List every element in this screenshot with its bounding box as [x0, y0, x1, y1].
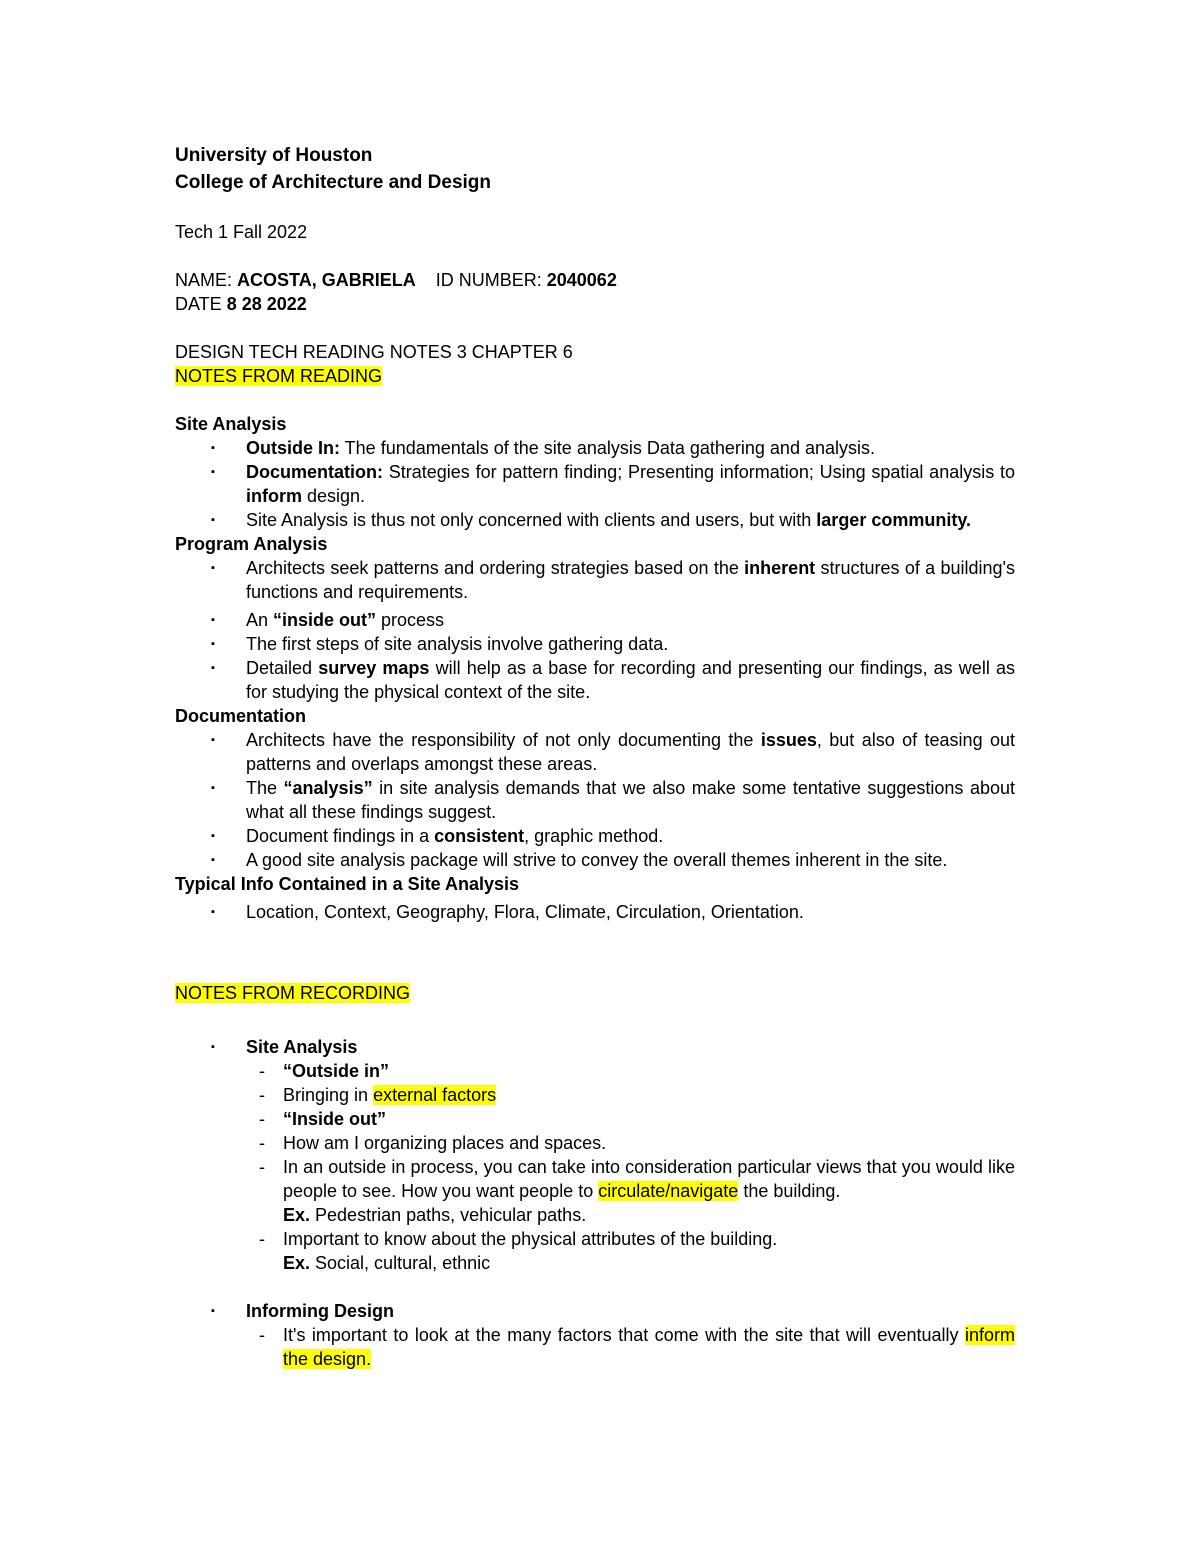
list-item: ▪ Architects seek patterns and ordering strategies based on the inherent structures of a building's functions and requirements. [211, 558, 1015, 602]
recording-notes-heading: NOTES FROM RECORDING [175, 983, 411, 1003]
square-bullet-icon: ▪ [211, 562, 215, 574]
id-value: 2040062 [546, 270, 617, 290]
recording-site-analysis-title: Site Analysis [246, 1037, 358, 1057]
list-item: - It's important to look at the many factors that come with the site that will eventually inform the design. [259, 1325, 1015, 1369]
dash-bullet-icon: - [259, 1325, 265, 1345]
recording-site-analysis-sublist [175, 1059, 1015, 1275]
section-site-analysis-title: Site Analysis [175, 414, 287, 434]
list-item: ▪ Outside In: The fundamentals of the site analysis Data gathering and analysis. [211, 438, 875, 458]
name-id-line [175, 268, 1015, 292]
list-item: ▪ The first steps of site analysis involve gathering data. [211, 634, 669, 654]
list-item [175, 1035, 1015, 1059]
recording-informing-design-title: Informing Design [246, 1301, 394, 1321]
dash-bullet-icon: - [259, 1109, 265, 1129]
list-item: - How am I organizing places and spaces. [259, 1133, 607, 1153]
list-item: ▪ Location, Context, Geography, Flora, Climate, Circulation, Orientation. [211, 902, 804, 922]
id-label: ID NUMBER: [435, 270, 542, 290]
date-line [175, 292, 1015, 316]
square-bullet-icon: ▪ [211, 854, 215, 866]
section-typical-info-title: Typical Info Contained in a Site Analysis [175, 874, 520, 894]
dash-bullet-icon: - [259, 1157, 265, 1177]
recording-informing-design-list [175, 1299, 1015, 1323]
list-item: ▪ Document findings in a consistent, graphic method. [211, 826, 664, 846]
list-item: ▪ Detailed survey maps will help as a base for recording and presenting our findings, as well as for studying the physical context of the site. [211, 658, 1015, 702]
list-item [175, 1299, 1015, 1323]
assignment-title: DESIGN TECH READING NOTES 3 CHAPTER 6 [175, 342, 573, 362]
list-item: - “Inside out” [259, 1109, 386, 1129]
list-item: - Bringing in external factors [259, 1085, 497, 1105]
section-program-analysis-title: Program Analysis [175, 534, 328, 554]
square-bullet-icon: ▪ [211, 662, 215, 674]
square-bullet-icon: ▪ [211, 906, 215, 918]
list-item: ▪ The “analysis” in site analysis demands that we also make some tentative suggestions about what all these findings suggest. [211, 778, 1015, 822]
name-label: NAME: [175, 270, 233, 290]
course-line: Tech 1 Fall 2022 [175, 222, 308, 242]
reading-notes-heading: NOTES FROM READING [175, 366, 383, 386]
list-item: ▪ An “inside out” process [211, 610, 445, 630]
college-name: College of Architecture and Design [175, 172, 492, 193]
dash-bullet-icon: - [259, 1085, 265, 1105]
list-item: - “Outside in” [259, 1061, 390, 1081]
square-bullet-icon: ▪ [211, 1305, 215, 1317]
square-bullet-icon: ▪ [211, 614, 215, 626]
square-bullet-icon: ▪ [211, 782, 215, 794]
date-value: 8 28 2022 [226, 294, 307, 314]
list-item: - Important to know about the physical attributes of the building. Ex. Social, cultural, ethnic [259, 1229, 778, 1273]
dash-bullet-icon: - [259, 1133, 265, 1153]
list-item: ▪ Documentation: Strategies for pattern finding; Presenting information; Using spatial analysis to inform design. [211, 462, 1015, 506]
recording-informing-design-sublist [175, 1323, 1015, 1371]
list-item: ▪ A good site analysis package will strive to convey the overall themes inherent in the site. [211, 850, 948, 870]
dash-bullet-icon: - [259, 1229, 265, 1249]
section-documentation-title: Documentation [175, 706, 307, 726]
square-bullet-icon: ▪ [211, 1041, 215, 1053]
list-item: ▪ Architects have the responsibility of not only documenting the issues, but also of teasing out patterns and overlaps amongst these areas. [211, 730, 1015, 774]
square-bullet-icon: ▪ [211, 442, 215, 454]
list-item: ▪ Site Analysis is thus not only concerned with clients and users, but with larger community. [211, 510, 972, 530]
name-value: ACOSTA, GABRIELA [237, 270, 416, 290]
program-analysis-list [175, 556, 1015, 704]
square-bullet-icon: ▪ [211, 734, 215, 746]
date-label: DATE [175, 294, 222, 314]
list-item: - In an outside in process, you can take into consideration particular views that you would like people to see. How you want people to circulate/navigate the building. Ex. Pedestrian paths, vehicular paths. [259, 1157, 1015, 1225]
square-bullet-icon: ▪ [211, 638, 215, 650]
dash-bullet-icon: - [259, 1061, 265, 1081]
site-analysis-list [175, 436, 1015, 532]
university-name: University of Houston [175, 145, 373, 166]
square-bullet-icon: ▪ [211, 830, 215, 842]
square-bullet-icon: ▪ [211, 514, 215, 526]
typical-info-list [175, 900, 1015, 924]
square-bullet-icon: ▪ [211, 466, 215, 478]
documentation-list [175, 728, 1015, 872]
recording-site-analysis-list [175, 1035, 1015, 1059]
